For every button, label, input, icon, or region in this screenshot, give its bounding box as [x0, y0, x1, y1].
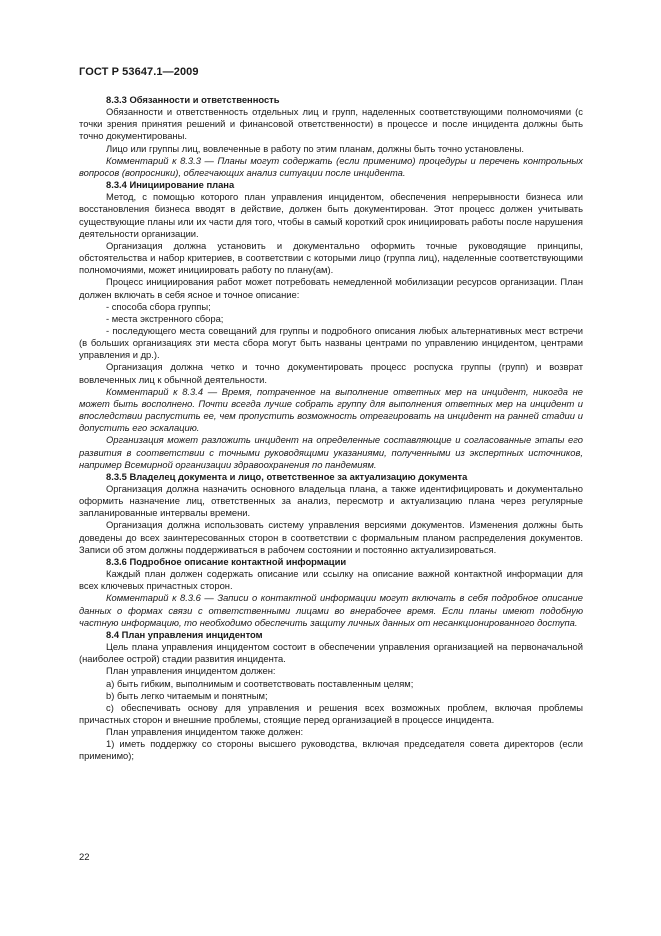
paragraph: Процесс инициирования работ может потребовать немедленной мобилизации ресурсов организации. План должен включать в себя ясное и точное описание:: [79, 276, 583, 300]
list-item: - способа сбора группы;: [106, 300, 211, 312]
comment-paragraph: Комментарий к 8.3.4 — Время, потраченное на выполнение ответных мер на инцидент, никогда не может быть восполнено. Почти всегда лучше собрать группу для выполнения ответных мер на инцидент и впоследствии распустить ее, чем пропустить возможность отреагировать на инцидент на ранней стадии и допустить его эскалацию.: [79, 385, 583, 434]
section-heading: 8.4 План управления инцидентом: [106, 628, 263, 640]
list-item: а) быть гибким, выполнимым и соответствовать поставленным целям;: [106, 677, 414, 689]
comment-paragraph: Комментарий к 8.3.3 — Планы могут содержать (если применимо) процедуры и перечень контрольных вопросов (вопросники), облегчающих анализ ситуации после инцидента.: [79, 154, 583, 178]
list-item: - места экстренного сбора;: [106, 312, 224, 324]
section-heading: 8.3.4 Инициирование плана: [106, 179, 235, 191]
section-heading: 8.3.6 Подробное описание контактной информации: [106, 555, 347, 567]
paragraph: Организация должна назначить основного владельца плана, а также идентифицировать и документально оформить назначение лиц, ответственных за анализ, пересмотр и актуализацию плана через регулярные запланированные интервалы времени.: [79, 483, 583, 519]
comment-paragraph: Комментарий к 8.3.6 — Записи о контактной информации могут включать в себя подробное описание данных о формах связи с ответственными лицами во внерабочее время. Если планы имеют подобную частную информацию, то необходимо обеспечить защиту личных данных от несанкционированного доступа.: [79, 592, 583, 628]
paragraph: План управления инцидентом также должен:: [106, 726, 304, 738]
paragraph: Цель плана управления инцидентом состоит в обеспечении управления организацией на первоначальной (наиболее острой) стадии развития инцидента.: [79, 641, 583, 665]
paragraph: Метод, с помощью которого план управления инцидентом, обеспечения непрерывности бизнеса или восстановления бизнеса вводят в действие, должен быть документирован. Этот процесс должен учитывать существующие планы или их части для того, чтобы в самый короткий срок инициировать работы после нарушения деятельности организации.: [79, 191, 583, 239]
paragraph: - последующего места совещаний для группы и подробного описания любых альтернативных мест встречи (в больших организациях эти места сбора могут быть названы центрами по управлению инцидентом, центрами управления и др.).: [79, 324, 583, 361]
comment-paragraph: Организация может разложить инцидент на определенные составляющие и согласованные этапы его развития в соответствии с точными руководящими указаниями, полученными из экспертных источников, например Всемирной организации здравоохранения по пандемиям.: [79, 434, 583, 470]
paragraph: Каждый план должен содержать описание или ссылку на описание важной контактной информации для всех ключевых причастных сторон.: [79, 568, 583, 592]
paragraph: Организация должна использовать систему управления версиями документов. Изменения должны быть доведены до всех заинтересованных сторон в соответствии с формальным планом распределения документов. Записи об этом должны поддерживаться в рабочем состоянии и постоянно актуализироваться.: [79, 519, 583, 555]
page-number: 22: [79, 852, 90, 863]
section-heading: 8.3.3 Обязанности и ответственность: [106, 94, 280, 105]
standard-header: ГОСТ Р 53647.1—2009: [79, 66, 199, 78]
paragraph: Организация должна четко и точно документировать процесс роспуска группы (групп) и возврат вовлеченных лиц к обычной деятельности.: [79, 361, 583, 385]
paragraph: 1) иметь поддержку со стороны высшего руководства, включая председателя совета директоров (если применимо);: [79, 738, 583, 762]
paragraph: c) обеспечивать основу для управления и решения всех возможных проблем, включая проблемы причастных сторон и внешние проблемы, стоящие перед организацией в процессе инцидента.: [79, 701, 583, 725]
paragraph: Лицо или группы лиц, вовлеченные в работу по этим планам, должны быть точно установлены.: [106, 142, 524, 154]
section-heading: 8.3.5 Владелец документа и лицо, ответственное за актуализацию документа: [106, 470, 468, 482]
document-body: [79, 94, 583, 763]
paragraph: Организация должна установить и документально оформить точные руководящие принципы, обстоятельства и набор критериев, в соответствии с которыми лицо (группа лиц), наделенные соответствующими полномочиями, может инициировать работу по плану(ам).: [79, 239, 583, 276]
paragraph: Обязанности и ответственность отдельных лиц и групп, наделенных соответствующими полномочиями (с точки зрения принятия решений и финансовой ответственности) в процессе и после инцидента должны быть точно документированы.: [79, 106, 583, 142]
list-item: b) быть легко читаемым и понятным;: [106, 689, 268, 701]
paragraph: План управления инцидентом должен:: [106, 665, 276, 677]
